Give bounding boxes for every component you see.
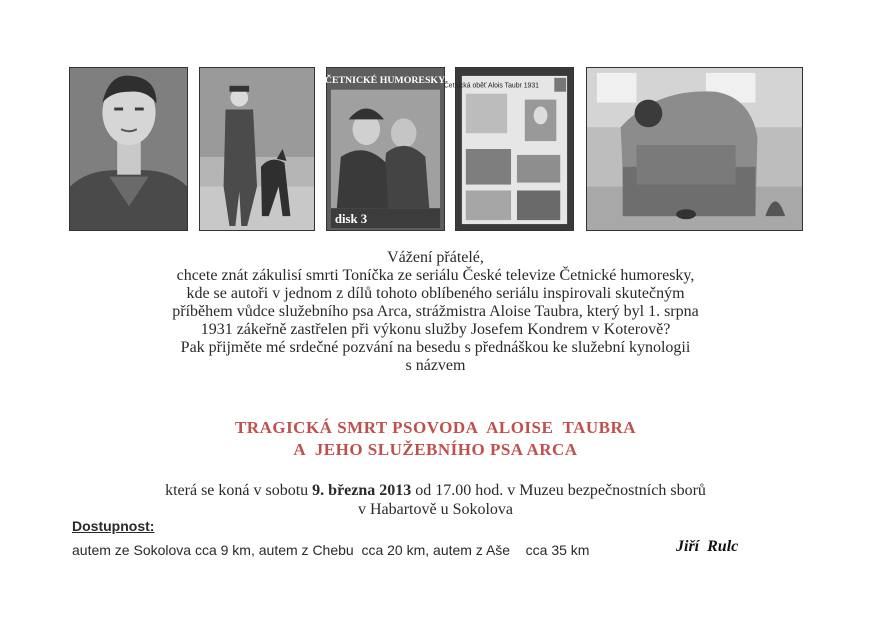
event-title xyxy=(0,417,871,461)
body-line: kde se autoři v jednom z dílů tohoto oblíbeného seriálu inspirovali skutečným xyxy=(186,285,685,302)
dvd-cover-photo xyxy=(326,67,445,231)
book-page-photo xyxy=(443,67,574,231)
body-line: s názvem xyxy=(405,357,466,374)
body-line: příběhem vůdce služebního psa Arca, strážmistra Aloise Taubra, který byl 1. srpna xyxy=(172,303,699,320)
greeting-line: Vážení přátelé, xyxy=(387,249,484,266)
soldier-with-dog-photo xyxy=(199,67,315,231)
access-label: Dostupnost: xyxy=(72,518,155,534)
memorial-stone-photo xyxy=(586,67,803,231)
book-page-title: Četnická oběť Alois Taubr 1931 xyxy=(443,82,539,90)
signature: Jiří Rulc xyxy=(676,538,739,555)
event-location: v Habartově u Sokolova xyxy=(357,501,514,518)
invitation-text xyxy=(0,249,871,375)
event-time-place: od 17.00 hod. v Muzeu bezpečnostních sborů xyxy=(411,482,706,499)
photo-strip xyxy=(0,0,871,240)
body-line: Pak přijměte mé srdečné pozvání na besedu s přednáškou ke služební kynologii xyxy=(180,339,691,356)
dvd-disc-label: disk 3 xyxy=(334,212,368,227)
access-text: autem ze Sokolova cca 9 km, autem z Chebu cca 20 km, autem z Aše cca 35 km xyxy=(72,542,590,558)
event-title-line-2: A JEHO SLUŽEBNÍHO PSA ARCA xyxy=(293,440,578,459)
event-title-line-1: TRAGICKÁ SMRT PSOVODA ALOISE TAUBRA xyxy=(234,418,637,437)
dvd-title: ČETNICKÉ HUMORESKY xyxy=(324,74,446,86)
event-intro: která se koná v sobotu xyxy=(165,482,313,499)
body-line: chcete znát zákulisí smrti Toníčka ze seriálu České televize Četnické humoresky, xyxy=(176,267,695,284)
body-line: 1931 zákeřně zastřelen při výkonu služby Josefem Kondrem v Koterově? xyxy=(200,321,671,338)
portrait-photo xyxy=(69,67,188,231)
event-date: 9. března 2013 xyxy=(312,482,412,499)
event-details xyxy=(0,481,871,519)
